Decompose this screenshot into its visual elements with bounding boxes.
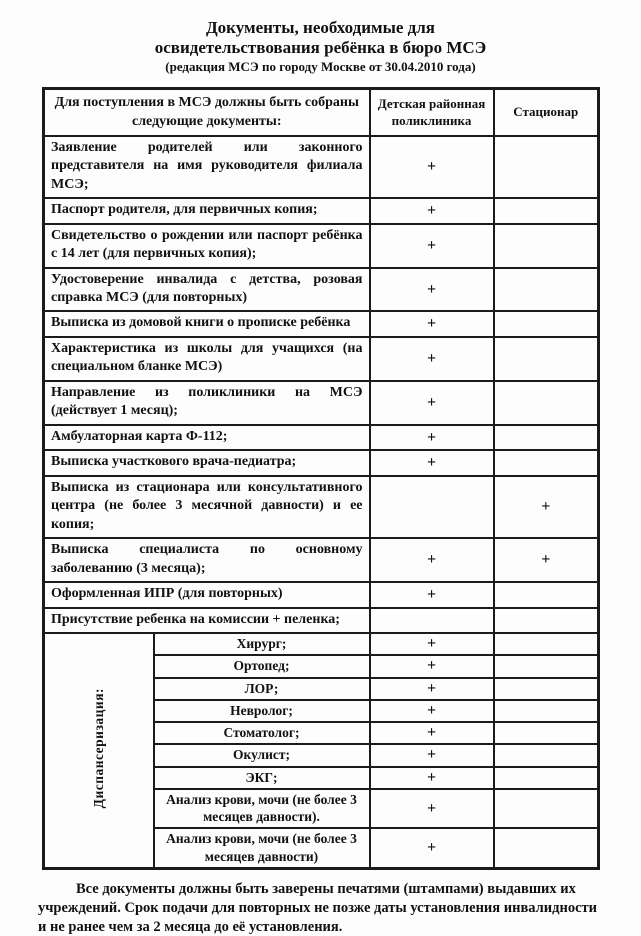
clinic-mark: + [370,337,494,381]
document-title-line-1: Документы, необходимые для [205,18,435,37]
specialist-label: Невролог; [154,700,370,722]
specialist-label: Стоматолог; [154,722,370,744]
clinic-mark: + [370,425,494,450]
document-label: Паспорт родителя, для первичных копия; [44,198,370,223]
clinic-mark: + [370,381,494,425]
clinic-mark: + [370,722,494,744]
clinic-mark: + [370,744,494,766]
table-row [44,136,599,198]
specialist-label: Анализ крови, мочи (не более 3 месяцев давности) [154,828,370,868]
document-subtitle: (редакция МСЭ по городу Москве от 30.04.2010 года) [165,59,476,75]
table-row [44,476,599,538]
clinic-mark: + [370,633,494,655]
document-label: Удостоверение инвалида с детства, розовая справка МСЭ (для повторных) [44,268,370,312]
hospital-mark [494,608,599,633]
documents-table [42,87,600,870]
hospital-mark: + [494,476,599,538]
dispensary-label: Диспансеризация: [90,687,106,809]
document-label: Свидетельство о рождении или паспорт ребёнка с 14 лет (для первичных копия); [44,224,370,268]
table-row [44,311,599,336]
hospital-mark [494,198,599,223]
clinic-mark: + [370,767,494,789]
clinic-mark: + [370,582,494,607]
table-row [44,268,599,312]
table-row [44,450,599,475]
hospital-mark [494,700,599,722]
hospital-mark [494,311,599,336]
specialist-label: Хирург; [154,633,370,655]
hospital-mark [494,789,599,829]
document-label: Выписка специалиста по основному заболеванию (3 месяца); [44,538,370,582]
specialist-label: ЛОР; [154,678,370,700]
table-row [44,337,599,381]
hospital-mark [494,655,599,677]
hospital-mark [494,268,599,312]
clinic-mark: + [370,136,494,198]
specialist-label: Ортопед; [154,655,370,677]
table-row [44,608,599,633]
clinic-mark [370,608,494,633]
header-hospital-column: Стационар [494,89,599,136]
table-row [44,538,599,582]
document-label: Оформленная ИПР (для повторных) [44,582,370,607]
table-row [44,224,599,268]
specialist-label: ЭКГ; [154,767,370,789]
document-title-block [30,18,611,75]
document-label: Выписка из стационара или консультативного центра (не более 3 месячной давности) и ее копия; [44,476,370,538]
table-row [44,425,599,450]
clinic-mark: + [370,268,494,312]
table-row [44,198,599,223]
hospital-mark [494,767,599,789]
hospital-mark [494,450,599,475]
clinic-mark: + [370,224,494,268]
hospital-mark: + [494,538,599,582]
clinic-mark: + [370,450,494,475]
document-label: Выписка участкового врача-педиатра; [44,450,370,475]
hospital-mark [494,224,599,268]
clinic-mark: + [370,828,494,868]
table-row [44,582,599,607]
hospital-mark [494,582,599,607]
hospital-mark [494,744,599,766]
clinic-mark: + [370,538,494,582]
clinic-mark: + [370,655,494,677]
document-label: Характеристика из школы для учащихся (на специальном бланке МСЭ) [44,337,370,381]
dispensary-label-cell [44,633,154,868]
hospital-mark [494,136,599,198]
header-documents: Для поступления в МСЭ должны быть собраны следующие документы: [44,89,370,136]
document-label: Амбулаторная карта Ф-112; [44,425,370,450]
specialist-label: Окулист; [154,744,370,766]
hospital-mark [494,425,599,450]
hospital-mark [494,828,599,868]
clinic-mark [370,476,494,538]
footer-note: Все документы должны быть заверены печатями (штампами) выдавших их учреждений. Срок подачи для повторных не позже даты установления инвалидности и не ранее чем за 2 месяца до её установления. [38,880,598,935]
hospital-mark [494,381,599,425]
hospital-mark [494,337,599,381]
hospital-mark [494,633,599,655]
hospital-mark [494,678,599,700]
document-label: Присутствие ребенка на комиссии + пеленка; [44,608,370,633]
clinic-mark: + [370,700,494,722]
clinic-mark: + [370,678,494,700]
clinic-mark: + [370,198,494,223]
document-label: Заявление родителей или законного представителя на имя руководителя филиала МСЭ; [44,136,370,198]
clinic-mark: + [370,311,494,336]
header-clinic-column: Детская районная поликлиника [370,89,494,136]
document-label: Направление из поликлиники на МСЭ (действует 1 месяц); [44,381,370,425]
table-header-row [44,89,599,136]
document-title-line-2: освидетельствования ребёнка в бюро МСЭ [154,38,487,58]
clinic-mark: + [370,789,494,829]
document-label: Выписка из домовой книги о прописке ребёнка [44,311,370,336]
hospital-mark [494,722,599,744]
dispensary-row [44,633,599,655]
specialist-label: Анализ крови, мочи (не более 3 месяцев давности). [154,789,370,829]
table-row [44,381,599,425]
